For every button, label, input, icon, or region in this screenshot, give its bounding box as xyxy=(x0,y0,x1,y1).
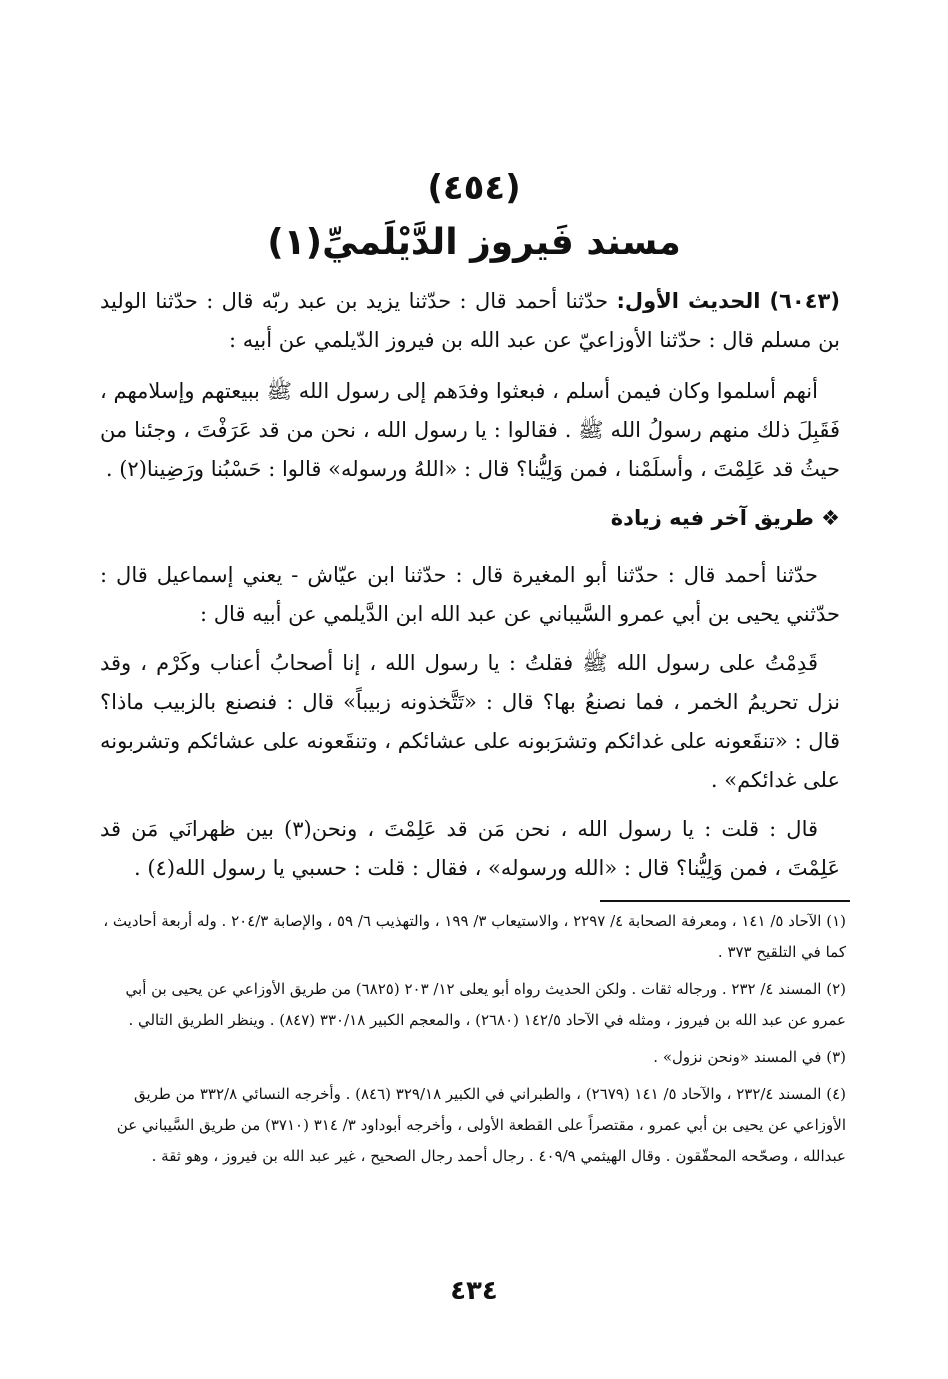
second-route-isnad: حدّثنا أحمد قال : حدّثنا أبو المغيرة قال : حدّثنا ابن عيّاش - يعني إسماعيل قال : حدّثني يحيى بن أبي عمرو السَّيباني عن عبد الله ابن الدَّيلمي عن أبيه قال : xyxy=(100,563,840,626)
section-number: (٤٥٤) xyxy=(427,168,521,208)
main-text xyxy=(100,282,840,898)
hadith-label: (٦٠٤٣) الحديث الأول: xyxy=(616,289,840,313)
sub-heading: ❖ طريق آخر فيه زيادة xyxy=(610,506,840,530)
hadith-matn: أنهم أسلموا وكان فيمن أسلم ، فبعثوا وفدَهم إلى رسول الله ﷺ ببيعتهم وإسلامهم ، فَقَبِلَ ذلك منهم رسولُ الله ﷺ . فقالوا : يا رسول الله ، نحن من قد عَرَفْتَ ، وجئنا من حيثُ قد عَلِمْتَ ، وأسلَمْنا ، فمن وَلِيُّنا؟ قال : «اللهُ ورسوله» قالوا : حَسْبُنا ورَضِينا(٢) . xyxy=(100,379,840,481)
footnote-3: (٣) في المسند «ونحن نزول» . xyxy=(653,1048,846,1066)
page-number: ٤٣٤ xyxy=(450,1276,498,1306)
second-route-paragraph-1: قَدِمْتُ على رسول الله ﷺ فقلتُ : يا رسول الله ، إنا أصحابُ أعناب وكَرْم ، وقد نزل تحريمُ الخمر ، فما نصنعُ بها؟ قال : «تَتَّخذونه زبيباً» قال : فنصنع بالزبيب ماذا؟ قال : «تنقَعونه على غدائكم وتشرَبونه على عشائكم ، وتنقَعونه على عشائكم وتشربونه على غدائكم» . xyxy=(100,651,840,792)
footnote-4: (٤) المسند ٢٣٢/٤ ، والآحاد ٥/ ١٤١ (٢٦٧٩) ، والطبراني في الكبير ٣٢٩/١٨ (٨٤٦) . وأخرجه النسائي ٣٣٢/٨ من طريق الأوزاعي عن يحيى بن أبي عمرو ، مقتصراً على القطعة الأولى ، وأخرجه أبوداود ٣/ ٣١٤ (٣٧١٠) من طريق السَّيباني عن عبدالله ، وصحّحه المحقّقون . وقال الهيثمي ٤٠٩/٩ . رجال أحمد رجال الصحيح ، غير عبد الله بن فيروز ، وهو ثقة . xyxy=(116,1085,846,1165)
hadith-intro xyxy=(100,282,840,360)
footnotes xyxy=(100,906,846,1178)
second-route-paragraph-2: قال : قلت : يا رسول الله ، نحن مَن قد عَلِمْتَ ، ونحن(٣) بين ظهرانَي مَن قد عَلِمْتَ ، فمن وَلِيُّنا؟ قال : «الله ورسوله» ، فقال : قلت : حسبي يا رسول الله(٤) . xyxy=(100,817,840,880)
musnad-title: مسند فَيروز الدَّيْلَميِّ(١) xyxy=(267,222,681,263)
footnote-2: (٢) المسند ٤/ ٢٣٢ . ورجاله ثقات . ولكن الحديث رواه أبو يعلى ١٢/ ٢٠٣ (٦٨٢٥) من طريق الأوزاعي عن يحيى بن أبي عمرو عن عبد الله بن فيروز ، ومثله في الآحاد ١٤٢/٥ (٢٦٨٠) ، والمعجم الكبير ٣٣٠/١٨ (٨٤٧) . وينظر الطريق التالي . xyxy=(125,980,846,1029)
footnote-divider xyxy=(600,900,850,902)
hadith-isnad: حدّثنا أحمد قال : حدّثنا يزيد بن عبد ربّه قال : حدّثنا الوليد بن مسلم قال : حدّثنا الأوزاعيّ عن عبد الله بن فيروز الدّيلمي عن أبيه : xyxy=(100,289,840,352)
footnote-1: (١) الآحاد ٥/ ١٤١ ، ومعرفة الصحابة ٤/ ٢٢٩٧ ، والاستيعاب ٣/ ١٩٩ ، والتهذيب ٦/ ٥٩ ، والإصابة ٢٠٤/٣ . وله أربعة أحاديث ، كما في التلقيح ٣٧٣ . xyxy=(103,912,846,961)
